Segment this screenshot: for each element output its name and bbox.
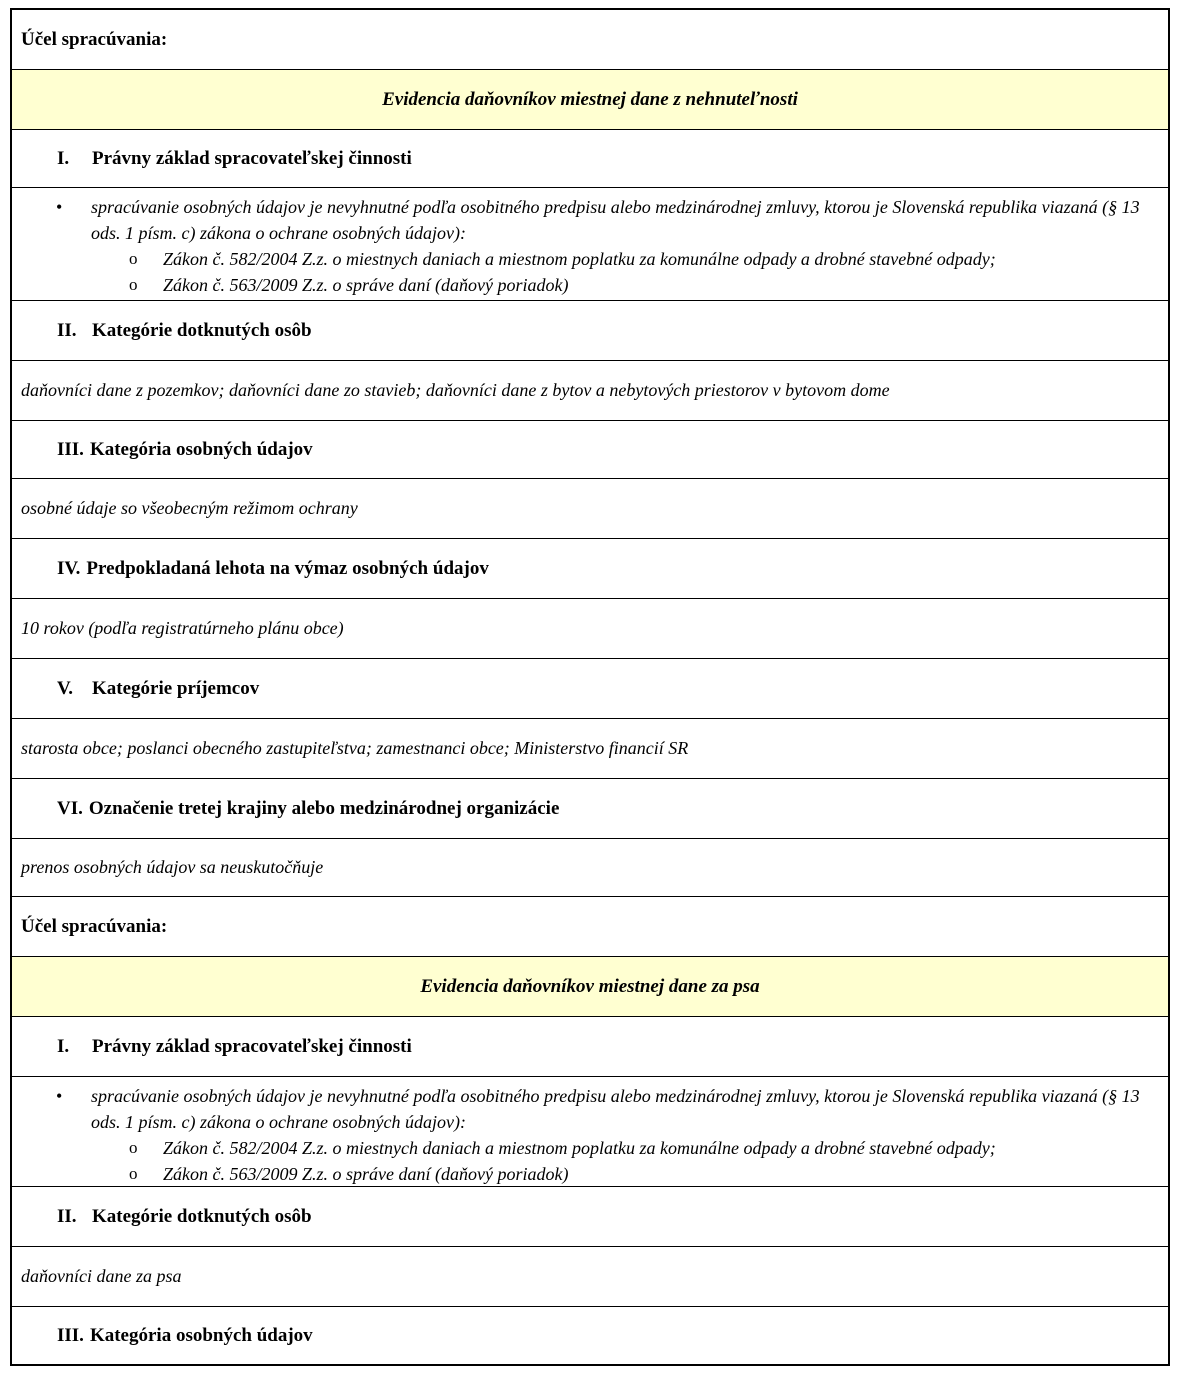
- heading-text: Predpokladaná lehota na výmaz osobných údajov: [86, 557, 489, 579]
- heading-data-category: [12, 421, 1168, 479]
- heading-number: I.: [57, 1035, 70, 1057]
- third-country-value: prenos osobných údajov sa neuskutočňuje: [12, 839, 1168, 897]
- purpose-title: Evidencia daňovníkov miestnej dane z nehnuteľnosti: [12, 70, 1168, 130]
- data-category-value: osobné údaje so všeobecným režimom ochrany: [12, 479, 1168, 539]
- retention-value: 10 rokov (podľa registratúrneho plánu obce): [12, 599, 1168, 659]
- heading-number: II.: [57, 1205, 77, 1227]
- legal-basis-list: [12, 188, 1168, 301]
- heading-number: III.: [57, 1324, 84, 1346]
- heading-data-subjects: [12, 301, 1168, 361]
- list-item-text: spracúvanie osobných údajov je nevyhnutné podľa osobitného predpisu alebo medzinárodnej zmluvy, ktorou je Slovenská republika viazaná (§ 13 ods. 1 písm. c) zákona o ochrane osobných údajov):: [91, 197, 1140, 243]
- data-subjects-value: daňovníci dane z pozemkov; daňovníci dane zo stavieb; daňovníci dane z bytov a nebytových priestorov v bytovom dome: [12, 361, 1168, 421]
- heading-number: II.: [57, 319, 77, 341]
- circle-bullet-icon: o: [129, 1138, 138, 1157]
- purpose-label: Účel spracúvania:: [12, 897, 1168, 957]
- heading-recipients: [12, 659, 1168, 719]
- recipients-value: starosta obce; poslanci obecného zastupiteľstva; zamestnanci obce; Ministerstvo financií SR: [12, 719, 1168, 779]
- circle-bullet-icon: o: [129, 275, 138, 294]
- heading-text: Kategórie príjemcov: [92, 677, 260, 699]
- bullet-icon: •: [56, 197, 63, 217]
- sub-list-item: [12, 1135, 1168, 1161]
- list-item: [12, 1083, 1168, 1135]
- heading-data-subjects: [12, 1187, 1168, 1247]
- heading-text: Kategória osobných údajov: [89, 1324, 313, 1346]
- heading-data-category: [12, 1307, 1168, 1365]
- circle-bullet-icon: o: [129, 249, 138, 268]
- sub-list-item-text: Zákon č. 582/2004 Z.z. o miestnych daniach a miestnom poplatku za komunálne odpady a drobné stavebné odpady;: [163, 1138, 996, 1158]
- sub-list-item-text: Zákon č. 563/2009 Z.z. o správe daní (daňový poriadok): [163, 275, 569, 295]
- heading-legal-basis: [12, 130, 1168, 188]
- sub-list-item-text: Zákon č. 582/2004 Z.z. o miestnych daniach a miestnom poplatku za komunálne odpady a drobné stavebné odpady;: [163, 249, 996, 269]
- heading-text: Právny základ spracovateľskej činnosti: [92, 1035, 412, 1057]
- heading-text: Kategórie dotknutých osôb: [92, 1205, 312, 1227]
- heading-number: V.: [57, 677, 74, 699]
- data-subjects-value: daňovníci dane za psa: [12, 1247, 1168, 1307]
- heading-number: IV.: [57, 557, 81, 579]
- heading-text: Kategórie dotknutých osôb: [92, 319, 312, 341]
- legal-basis-list: [12, 1077, 1168, 1187]
- heading-text: Právny základ spracovateľskej činnosti: [92, 147, 412, 169]
- heading-third-country: [12, 779, 1168, 839]
- heading-text: Označenie tretej krajiny alebo medzinárodnej organizácie: [88, 797, 560, 819]
- sub-list-item: [12, 272, 1168, 298]
- heading-number: III.: [57, 438, 84, 460]
- heading-number: VI.: [57, 797, 83, 819]
- list-item: [12, 194, 1168, 246]
- sub-list-item: [12, 1161, 1168, 1187]
- sub-list-item: [12, 246, 1168, 272]
- circle-bullet-icon: o: [129, 1164, 138, 1183]
- purpose-label: Účel spracúvania:: [12, 10, 1168, 70]
- list-item-text: spracúvanie osobných údajov je nevyhnutné podľa osobitného predpisu alebo medzinárodnej zmluvy, ktorou je Slovenská republika viazaná (§ 13 ods. 1 písm. c) zákona o ochrane osobných údajov):: [91, 1086, 1140, 1132]
- purpose-title: Evidencia daňovníkov miestnej dane za psa: [12, 957, 1168, 1017]
- heading-legal-basis: [12, 1017, 1168, 1077]
- sub-list-item-text: Zákon č. 563/2009 Z.z. o správe daní (daňový poriadok): [163, 1164, 569, 1184]
- processing-register-table: [10, 8, 1170, 1366]
- heading-retention: [12, 539, 1168, 599]
- heading-text: Kategória osobných údajov: [89, 438, 313, 460]
- bullet-icon: •: [56, 1086, 63, 1106]
- heading-number: I.: [57, 147, 70, 169]
